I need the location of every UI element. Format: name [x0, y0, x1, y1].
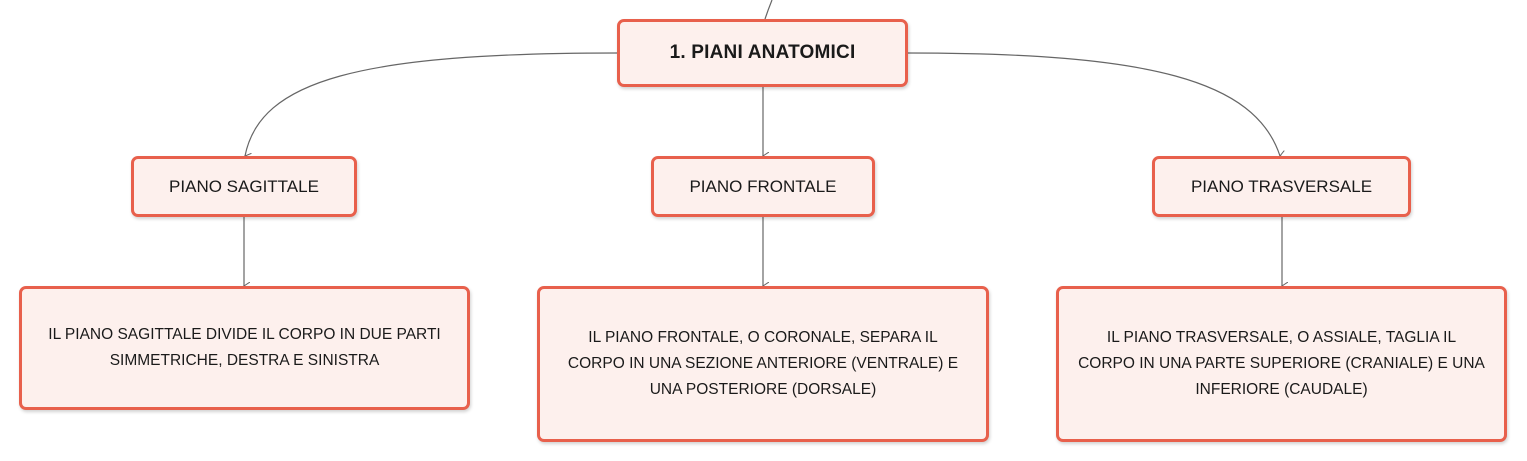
- description-node-sagittale[interactable]: [19, 286, 470, 410]
- branch-node-frontale[interactable]: [651, 156, 875, 217]
- description-node-frontale[interactable]: [537, 286, 989, 442]
- connector-root-sagittale: [245, 53, 617, 156]
- description-text-sagittale: [48, 322, 440, 374]
- description-line: IL PIANO SAGITTALE DIVIDE IL CORPO IN DUE PARTI: [48, 326, 441, 343]
- description-line: CORPO IN UNA PARTE SUPERIORE (CRANIALE) E UNA: [1078, 355, 1485, 372]
- description-line: IL PIANO FRONTALE, O CORONALE, SEPARA IL: [588, 329, 938, 346]
- branch-node-trasversale[interactable]: [1152, 156, 1411, 217]
- description-text-frontale: [568, 325, 958, 403]
- branch-label-sagittale: PIANO SAGITTALE: [169, 176, 319, 196]
- description-line: INFERIORE (CAUDALE): [1195, 381, 1368, 398]
- root-node[interactable]: [617, 19, 908, 87]
- branch-label-trasversale: PIANO TRASVERSALE: [1190, 176, 1373, 196]
- root-node-label: 1. PIANI ANATOMICI: [669, 42, 856, 63]
- branch-node-sagittale[interactable]: [131, 156, 357, 217]
- description-line: IL PIANO TRASVERSALE, O ASSIALE, TAGLIA IL: [1106, 329, 1457, 346]
- description-line: SIMMETRICHE, DESTRA E SINISTRA: [109, 352, 380, 369]
- connector-root-trasversale: [908, 53, 1280, 156]
- description-node-trasversale[interactable]: [1056, 286, 1507, 442]
- description-line: CORPO IN UNA SEZIONE ANTERIORE (VENTRALE) E: [567, 355, 959, 372]
- connector-parent-root: [765, 0, 772, 19]
- description-line: UNA POSTERIORE (DORSALE): [649, 381, 877, 398]
- description-text-trasversale: [1078, 325, 1485, 403]
- branch-label-frontale: PIANO FRONTALE: [689, 176, 837, 196]
